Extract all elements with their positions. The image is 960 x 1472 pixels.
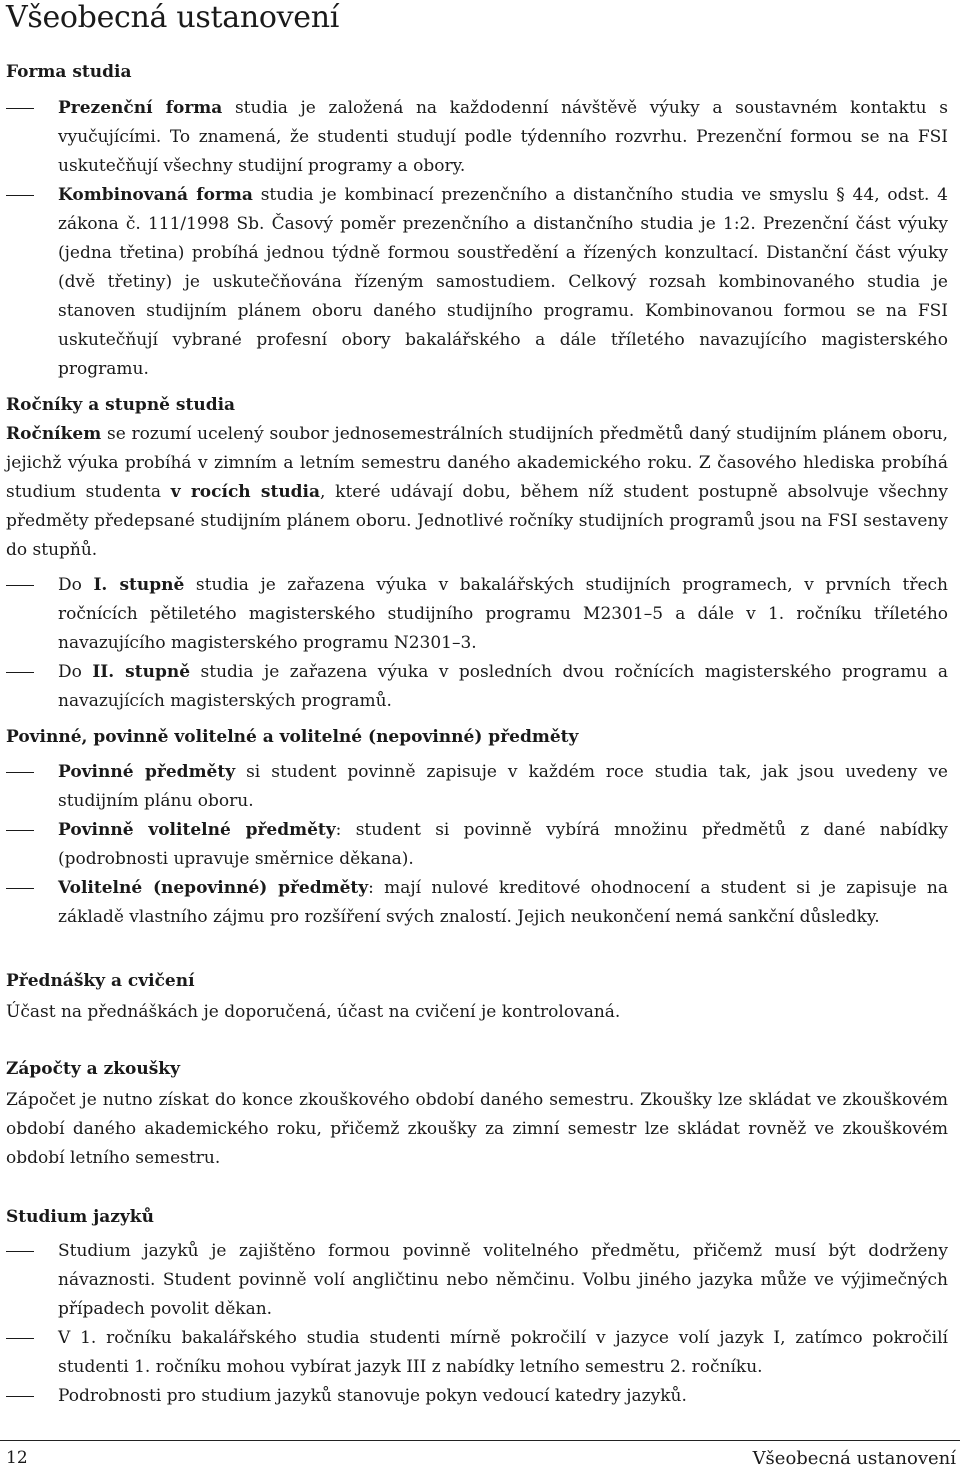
item-text: : mají nulové kreditové ohodnocení a student si je zapisuje na základě vlastního zájmu pro rozšíření svých znalostí. Jejich neukončení nemá sankční důsledky. <box>58 878 948 927</box>
zapocty-text: Zápočet je nutno získat do konce zkouškového období daného semestru. Zkoušky lze skládat ve zkouškovém období daného akademického roku, přičemž zkoušky za zimní semestr lze skládat rovněž ve zkouškovém období letního semestru. <box>6 1090 948 1168</box>
item-text: studia je zařazena výuka v bakalářských studijních programech, v prvních třech ročnících pětiletého magisterského studijního programu M2301–5 a dále v 1. ročníku tříletého navazujícího magisterského programu N2301–3. <box>58 575 948 653</box>
prednasky-text: Účast na přednáškách je doporučená, účast na cvičení je kontrolovaná. <box>6 1002 621 1022</box>
item-text: : student si povinně vybírá množinu předmětů z dané nabídky (podrobnosti upravuje směrnice děkana). <box>58 820 948 869</box>
term-prezencni: Prezenční forma <box>58 98 223 118</box>
jazyky-list <box>6 1237 948 1411</box>
section-rocniky <box>6 391 948 716</box>
term-kombinovana: Kombinovaná forma <box>58 185 253 205</box>
list-item <box>6 816 948 874</box>
list-item: Podrobnosti pro studium jazyků stanovuje pokyn vedoucí katedry jazyků. <box>6 1382 948 1411</box>
item-prefix: Do <box>58 662 93 682</box>
list-item: V 1. ročníku bakalářského studia studenti mírně pokročilí v jazyce volí jazyk I, zatímco pokročilí studenti 1. ročníku mohou vybírat jazyk III z nabídky letního semestru 2. ročníku. <box>6 1324 948 1382</box>
item-text: si student povinně zapisuje v každém roce studia tak, jak jsou uvedeny ve studijním plánu oboru. <box>58 762 948 811</box>
term-v-rocich-studia: v rocích studia <box>170 482 321 502</box>
list-item <box>6 874 948 932</box>
item-text: studia je kombinací prezenčního a distančního studia ve smyslu § 44, odst. 4 zákona č. 111/1998 Sb. Časový poměr prezenčního a distančního studia je 1:2. Prezenční část výuky (jedna třetina) probíhá jednou týdně formou soustředění a řízených konzultací. Distanční část výuky (dvě třetiny) je uskutečňována řízeným samostudiem. Celkový rozsah kombinovaného studia je stanoven studijním plánem oboru daného studijního programu. Kombinovanou formou se na FSI uskutečňují vybrané profesní obory bakalářského a dále tříletého navazujícího magisterského programu. <box>58 185 948 379</box>
page-title: Všeobecná ustanovení <box>6 0 340 35</box>
term-ii-stupne: II. stupně <box>92 662 191 682</box>
list-item <box>6 758 948 816</box>
stupne-list <box>6 571 948 716</box>
list-item <box>6 658 948 716</box>
section-zapocty <box>6 1055 948 1173</box>
heading-predmety: Povinné, povinně volitelné a volitelné (nepovinné) předměty <box>6 727 579 747</box>
term-rocnikem: Ročníkem <box>6 424 102 444</box>
forma-list <box>6 94 948 384</box>
list-item <box>6 571 948 658</box>
heading-rocniky: Ročníky a stupně studia <box>6 395 236 415</box>
heading-forma-studia: Forma studia <box>6 62 132 82</box>
page-number: 12 <box>6 1448 28 1468</box>
heading-jazyky: Studium jazyků <box>6 1207 154 1227</box>
predmety-list <box>6 758 948 932</box>
footer-rule <box>0 1440 960 1441</box>
term-volitelne: Volitelné (nepovinné) předměty <box>58 878 369 898</box>
running-title: Všeobecná ustanovení <box>752 1448 956 1469</box>
intro-text: , které udávají dobu, během níž student postupně absolvuje všechny předměty předepsané studijním plánem oboru. Jednotlivé ročníky studijních programů jsou na FSI sestaveny do stupňů. <box>6 482 948 560</box>
rocniky-intro <box>6 420 948 565</box>
section-predmety <box>6 723 948 932</box>
list-item <box>6 94 948 181</box>
section-jazyky <box>6 1203 948 1411</box>
item-prefix: Do <box>58 575 94 595</box>
section-forma-studia <box>6 58 948 384</box>
intro-text: se rozumí ucelený soubor jednosemestrálních studijních předmětů daný studijním plánem oboru, jejichž výuka probíhá v zimním a letním semestru daného akademického roku. Z časového hlediska probíhá studium studenta <box>6 424 948 502</box>
section-prednasky <box>6 967 948 1027</box>
term-i-stupne: I. stupně <box>93 575 185 595</box>
item-text: studia je zařazena výuka v posledních dvou ročnících magisterského programu a navazujících magisterských programů. <box>58 662 948 711</box>
heading-zapocty: Zápočty a zkoušky <box>6 1059 180 1079</box>
term-povinne: Povinné předměty <box>58 762 236 782</box>
item-text: studia je založená na každodenní návštěvě výuky a soustavném kontaktu s vyučujícími. To znamená, že studenti studují podle týdenního rozvrhu. Prezenční formou se na FSI uskutečňují všechny studijní programy a obory. <box>58 98 948 176</box>
list-item <box>6 181 948 384</box>
heading-prednasky: Přednášky a cvičení <box>6 971 195 991</box>
term-povinne-volitelne: Povinně volitelné předměty <box>58 820 336 840</box>
list-item: Studium jazyků je zajištěno formou povinně volitelného předmětu, přičemž musí být dodrženy návaznosti. Student povinně volí angličtinu nebo němčinu. Volbu jiného jazyka může ve výjimečných případech povolit děkan. <box>6 1237 948 1324</box>
